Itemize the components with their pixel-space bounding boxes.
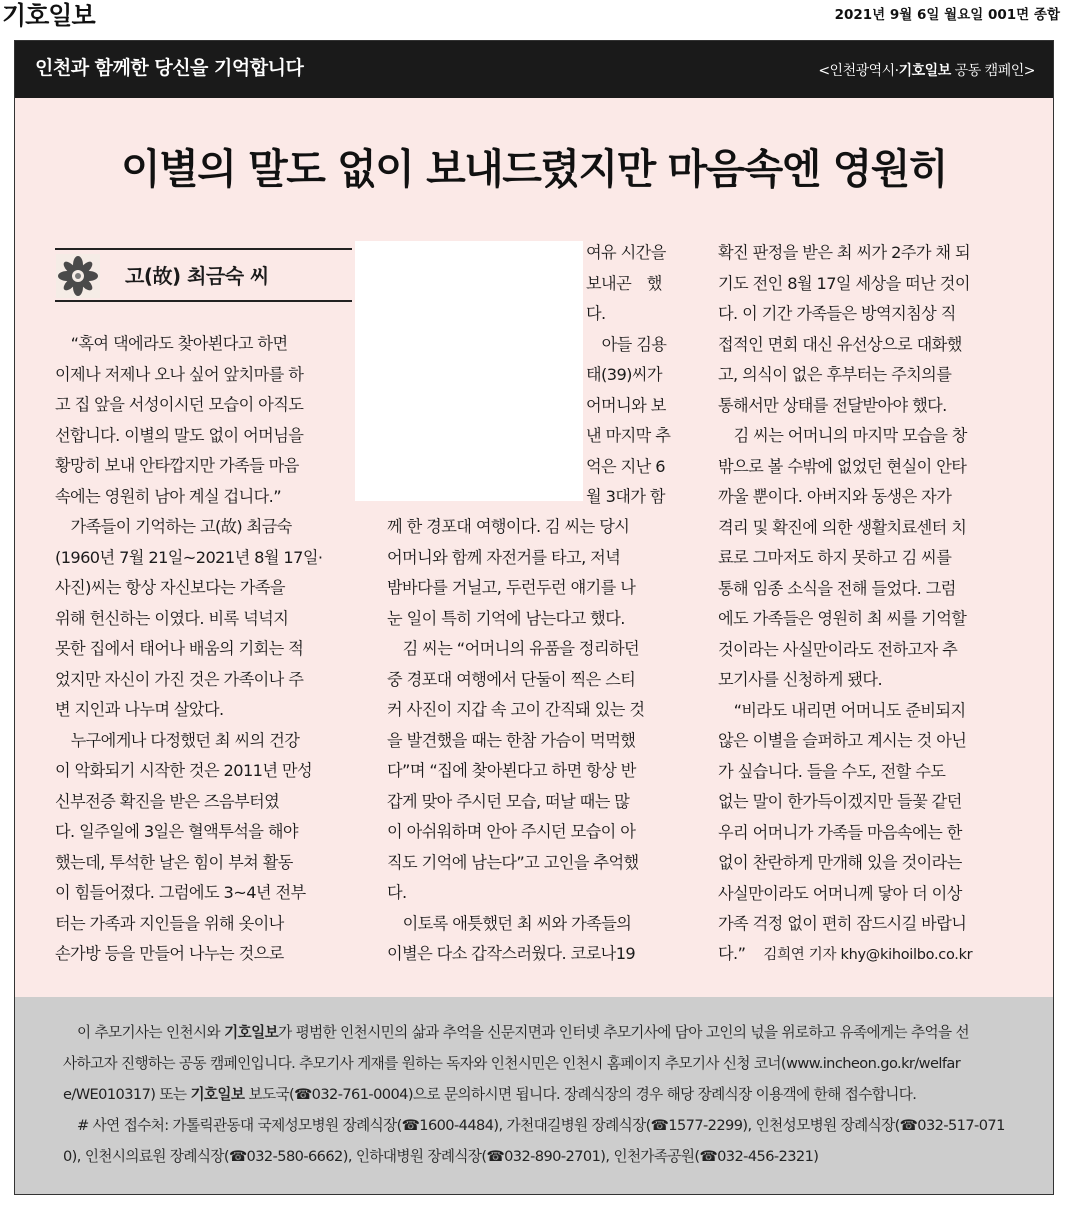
article-line: 이별은 다소 갑작스러웠다. 코로나19 <box>387 944 636 963</box>
article-line: 통해서만 상태를 전달받아야 했다. <box>718 395 947 415</box>
article-line: 이 아쉬워하며 안아 주시던 모습이 아 <box>387 822 636 841</box>
article-line: 월 3대가 함 <box>586 487 665 506</box>
article-line: 누구에게나 다정했던 최 씨의 건강 <box>55 730 300 750</box>
article-line: 선합니다. 이별의 말도 없이 어머님을 <box>55 425 304 445</box>
article-line: 까울 뿐이다. 아버지와 동생은 자가 <box>718 487 952 506</box>
campaign-credit-prefix: <인천광역시· <box>818 63 899 79</box>
article-line: 손가방 등을 만들어 나누는 것으로 <box>55 944 284 963</box>
article-line: 밤바다를 거닐고, 두런두런 얘기를 나 <box>387 578 636 597</box>
notice-text: 가 평범한 인천시민의 삶과 추억을 신문지면과 인터넷 추모기사에 담아 고인의 넋을 위로하고 유족에게는 추억을 선 <box>278 1024 970 1041</box>
campaign-credit-brand: 기호일보 <box>898 63 951 79</box>
article-line: 못한 집에서 태어나 배움의 기회는 적 <box>55 639 304 658</box>
article-line: 아들 김용 <box>586 334 667 354</box>
deceased-name: 고(故) 최금숙 씨 <box>125 264 269 288</box>
article-line: 황망히 보내 안타깝지만 가족들 마음 <box>55 456 299 475</box>
article-line: 어머니와 보 <box>586 395 666 415</box>
campaign-title: 인천과 함께한 당신을 기억합니다 <box>35 57 304 79</box>
portrait-photo-placeholder <box>355 241 583 501</box>
article-line: 이 악화되기 시작한 것은 2011년 만성 <box>55 761 313 780</box>
article-line: 것이라는 사실만이라도 전하고자 추 <box>718 639 958 659</box>
article-line: 고 집 앞을 서성이시던 모습이 아직도 <box>55 395 304 414</box>
article-line: 료로 그마저도 하지 못하고 김 씨를 <box>718 548 952 567</box>
article-line: 보내곤 했 <box>586 273 662 293</box>
article-line: “혹여 댁에라도 찾아뵌다고 하면 <box>55 334 288 353</box>
article-column-3-end <box>718 939 1016 971</box>
notice-text: e/WE010317) 또는 <box>63 1086 191 1103</box>
article-line: 눈 일이 특히 기억에 남는다고 했다. <box>387 608 625 628</box>
article-line: 고, 의식이 없은 후부터는 주치의를 <box>718 365 952 384</box>
closing-quote: 다.” <box>718 944 746 963</box>
article-line: 다. 일주일에 3일은 혈액투석을 해야 <box>55 822 298 841</box>
notice-line-1 <box>63 1017 1023 1048</box>
campaign-notice <box>15 997 1053 1194</box>
article-line: 모기사를 신청하게 됐다. <box>718 670 883 689</box>
article-column-3 <box>718 238 1016 940</box>
article-column-1 <box>55 329 352 970</box>
article-line: 다”며 “집에 찾아뵌다고 하면 항상 반 <box>387 761 636 780</box>
article-line: 속에는 영원히 남아 계실 겁니다.” <box>55 486 281 506</box>
article-line: 중 경포대 여행에서 단둘이 찍은 스티 <box>387 669 636 689</box>
article-line: 낸 마지막 추 <box>586 426 671 445</box>
article-line: 어머니와 함께 자전거를 타고, 저녁 <box>387 547 621 567</box>
notice-line-3 <box>63 1079 1023 1110</box>
article-line: 을 발견했을 때는 한참 가슴이 먹먹했 <box>387 730 636 750</box>
memorial-article-frame <box>14 40 1054 1195</box>
article-line: 에도 가족들은 영원히 최 씨를 기억할 <box>718 609 967 628</box>
article-line: 다. 이 기간 가족들은 방역지침상 직 <box>718 304 956 323</box>
article-line: 갑게 맞아 주시던 모습, 떠날 때는 많 <box>387 791 630 811</box>
article-line: 억은 지난 6 <box>586 456 665 476</box>
article-headline: 이별의 말도 없이 보내드렸지만 마음속엔 영원히 <box>121 145 947 193</box>
article-line: 밖으로 볼 수밖에 없었던 현실이 안타 <box>718 456 967 476</box>
article-line: 사진)씨는 항상 자신보다는 가족을 <box>55 578 285 597</box>
article-line: 사실만이라도 어머니께 닿아 더 이상 <box>718 883 962 903</box>
article-line: 터는 가족과 지인들을 위해 옷이나 <box>55 913 284 933</box>
newspaper-logo: 기호일보 <box>2 1 95 30</box>
article-line: 이제나 저제나 오나 싶어 앞치마를 하 <box>55 364 304 384</box>
notice-text: 보도국(☎032-761-0004)으로 문의하시면 됩니다. 장례식장의 경우 해당 장례식장 이용객에 한해 접수합니다. <box>244 1086 917 1103</box>
notice-brand: 기호일보 <box>224 1024 279 1041</box>
notice-brand: 기호일보 <box>190 1086 245 1103</box>
article-line: 김 씨는 어머니의 마지막 모습을 창 <box>718 426 967 445</box>
notice-line-2: 사하고자 진행하는 공동 캠페인입니다. 추모기사 게재를 원하는 독자와 인천시민은 인천시 홈페이지 추모기사 신청 코너(www.incheon.go.kr/welfar <box>63 1055 961 1072</box>
article-line: 확진 판정을 받은 최 씨가 2주가 채 되 <box>718 243 971 262</box>
masthead <box>0 0 1066 30</box>
article-line: 통해 임종 소식을 전해 들었다. 그럼 <box>718 578 956 598</box>
article-line: 기도 전인 8월 17일 세상을 떠난 것이 <box>718 273 970 293</box>
article-line: 없이 찬란하게 만개해 있을 것이라는 <box>718 853 962 872</box>
article-line: 했는데, 투석한 날은 힘이 부쳐 활동 <box>55 852 293 872</box>
campaign-banner <box>15 41 1053 98</box>
article-line: 다. <box>586 304 606 323</box>
article-line: 직도 기억에 남는다”고 고인을 추억했 <box>387 852 639 872</box>
article-line: 없는 말이 한가득이겠지만 들꽃 같던 <box>718 792 962 811</box>
campaign-credit-suffix: 공동 캠페인> <box>950 63 1035 79</box>
article-line: (1960년 7월 21일~2021년 8월 17일· <box>55 547 323 567</box>
article-line: 태(39)씨가 <box>586 365 662 384</box>
article-line: 이토록 애틋했던 최 씨와 가족들의 <box>387 913 632 933</box>
notice-text: 이 추모기사는 인천시와 <box>63 1024 225 1041</box>
article-line: 격리 및 확진에 의한 생활치료센터 치 <box>718 517 967 537</box>
article-column-2 <box>387 512 685 970</box>
article-line: 가족 걱정 없이 편히 잠드시길 바랍니 <box>718 914 967 933</box>
article-line: “비라도 내리면 어머니도 준비되지 <box>718 700 966 720</box>
article-line: 었지만 자신이 가진 것은 가족이나 주 <box>55 669 304 689</box>
article-line: 다. <box>387 883 407 902</box>
article-line: 위해 헌신하는 이였다. 비록 넉넉지 <box>55 608 289 628</box>
article-line: 가 싶습니다. 들을 수도, 전할 수도 <box>718 761 946 781</box>
campaign-credit <box>818 60 1035 80</box>
article-line: 우리 어머니가 가족들 마음속에는 한 <box>718 822 962 842</box>
article-line: 접적인 면회 대신 유선상으로 대화했 <box>718 334 962 354</box>
submission-line-2: 0), 인천시의료원 장례식장(☎032-580-6662), 인하대병원 장례식장(☎032-890-2701), 인천가족공원(☎032-456-2321) <box>63 1148 819 1165</box>
article-column-2-top <box>586 238 684 513</box>
article-line: 가족들이 기억하는 고(故) 최금숙 <box>55 517 292 536</box>
article-line: 않은 이별을 슬퍼하고 계시는 것 아닌 <box>718 731 967 750</box>
dateline: 2021년 9월 6일 월요일 001면 종합 <box>834 7 1060 23</box>
article-line: 께 한 경포대 여행이다. 김 씨는 당시 <box>387 517 630 536</box>
article-line: 변 지인과 나누며 살았다. <box>55 700 224 719</box>
article-line: 김 씨는 “어머니의 유품을 정리하던 <box>387 639 640 658</box>
article-line: 여유 시간을 <box>586 243 666 262</box>
flower-icon <box>56 254 100 298</box>
submission-line-1: # 사연 접수처: 가톨릭관동대 국제성모병원 장례식장(☎1600-4484), 가천대길병원 장례식장(☎1577-2299), 인천성모병원 장례식장(☎032-517-071 <box>63 1117 1005 1134</box>
article-line: 이 힘들어졌다. 그럼에도 3~4년 전부 <box>55 883 306 902</box>
reporter-byline: 김희연 기자 khy@kihoilbo.co.kr <box>763 947 973 963</box>
article-line: 커 사진이 지갑 속 고이 간직돼 있는 것 <box>387 700 645 719</box>
article-line: 신부전증 확진을 받은 즈음부터였 <box>55 791 280 811</box>
deceased-name-box <box>55 248 352 302</box>
